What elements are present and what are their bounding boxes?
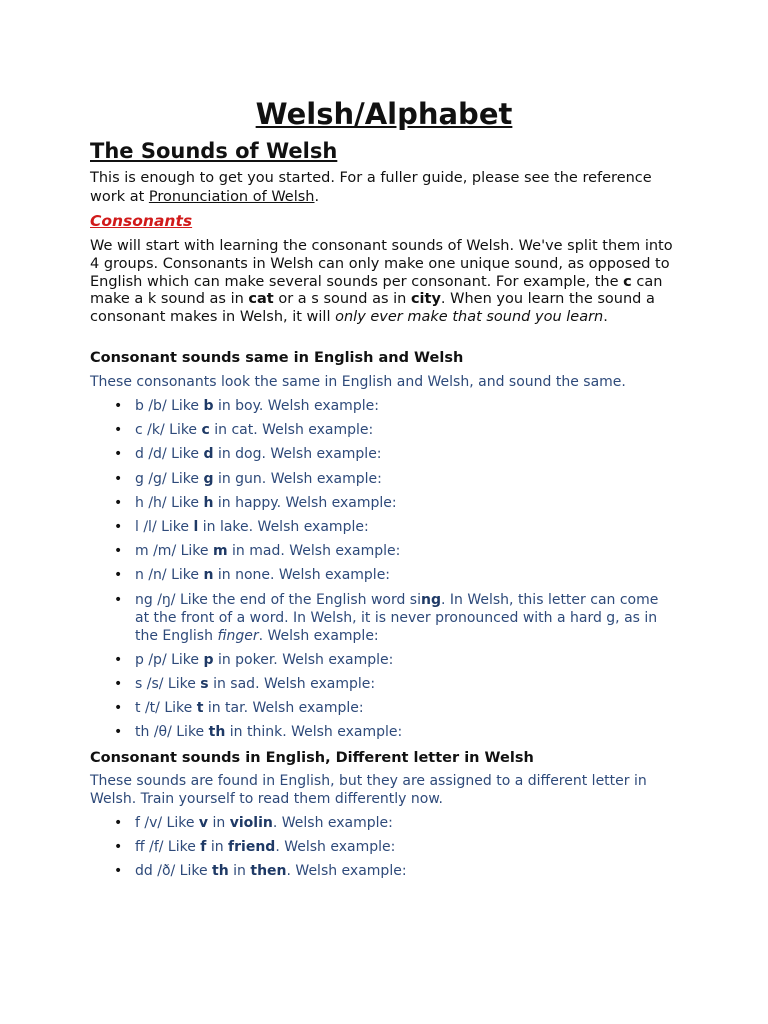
group1-list [114,397,674,747]
list-item [114,518,674,536]
bullet-icon: • [114,815,123,831]
list-item [114,723,674,741]
list-item [114,421,674,439]
item-letter: s [200,675,209,692]
list-item [114,566,674,584]
paragraph-text: . When you learn the sound a consonant makes in Welsh, it will [90,291,655,326]
bullet-icon: • [114,591,123,608]
bullet-icon: • [114,518,123,535]
item-text: . In Welsh, this letter can come at the front of a word. In Welsh, it is never pronounced with a hard g, as in the English [135,591,659,644]
item-letter: h [203,494,214,511]
intro-text-end: . [314,189,320,205]
list-item [114,838,674,856]
pronunciation-link[interactable]: Pronunciation of Welsh [148,189,315,205]
item-letter: c [201,422,210,439]
item-letter: d [203,446,214,463]
item-letter: p [203,651,214,668]
item-text: t /t/ Like [135,700,197,717]
bullet-icon: • [114,651,123,668]
item-text: in [208,815,230,831]
item-text: in cat. Welsh example: [209,422,374,439]
bullet-icon: • [114,446,123,463]
item-text: s /s/ Like [135,675,201,692]
section-heading: The Sounds of Welsh [90,139,338,163]
group2-list [114,814,674,887]
list-item [114,542,674,560]
bullet-icon: • [114,422,123,439]
item-letter: m [212,543,228,560]
item-letter: v [198,815,209,831]
bullet-icon: • [114,494,123,511]
list-item [114,699,674,717]
bullet-icon: • [114,839,123,856]
item-text: in [228,863,251,880]
item-text: in think. Welsh example: [225,724,403,741]
list-item [114,675,674,693]
item-text: in lake. Welsh example: [198,518,369,535]
item-text: in none. Welsh example: [213,567,391,584]
bullet-icon: • [114,724,123,741]
item-text: f /v/ Like [135,815,199,831]
paragraph-text: We will start with learning the consonant sounds of Welsh. We've split them into 4 groups. Consonants in Welsh can only make one unique sound, as opposed to English which can make several sounds per consonant. For example, the [90,238,673,290]
item-letter: t [196,700,204,717]
paragraph-text: . [603,309,608,326]
list-item [114,814,674,832]
bold-term: cat [248,291,274,308]
bold-term: c [623,273,632,290]
italic-phrase: only ever make that sound you learn [335,309,604,326]
bullet-icon: • [114,675,123,692]
item-text: . Welsh example: [275,839,396,856]
item-text: h /h/ Like [135,494,204,511]
item-text: m /m/ Like [135,543,213,560]
list-item [114,494,674,512]
bullet-icon: • [114,398,123,414]
item-text: c /k/ Like [135,422,202,439]
item-text: b /b/ Like [135,398,204,414]
bullet-icon: • [114,863,123,880]
consonants-paragraph [90,238,680,327]
item-text: l /l/ Like [135,518,194,535]
bullet-icon: • [114,470,123,487]
list-item [114,862,674,880]
item-text: n /n/ Like [135,567,204,584]
item-letter: th [208,724,226,741]
paragraph-text: can make a k sound as in [90,273,663,308]
item-text: th /θ/ Like [135,724,209,741]
item-text: in boy. Welsh example: [213,398,379,414]
item-text: in sad. Welsh example: [208,675,376,692]
bold-term: city [410,291,441,308]
item-text: in poker. Welsh example: [213,651,394,668]
item-text: g /g/ Like [135,470,204,487]
consonants-heading: Consonants [90,212,193,230]
item-text: ng /ŋ/ Like the end of the English word si [135,591,421,608]
item-text: in dog. Welsh example: [213,446,382,463]
group1-heading: Consonant sounds same in English and Welsh [90,350,464,366]
item-italic: finger [217,627,259,644]
list-item-ng [114,591,674,645]
bullet-icon: • [114,543,123,560]
item-text: in tar. Welsh example: [203,700,364,717]
item-text: . Welsh example: [258,627,379,644]
item-text: . Welsh example: [286,863,407,880]
bullet-icon: • [114,567,123,584]
item-text: p /p/ Like [135,651,204,668]
item-letter: g [203,470,214,487]
item-letter: b [203,398,214,414]
list-item [114,397,674,415]
list-item [114,445,674,463]
item-word: then [250,863,287,880]
group2-heading: Consonant sounds in English, Different letter in Welsh [90,750,534,766]
item-letter: l [193,518,199,535]
item-word: violin [229,815,273,831]
item-text: . Welsh example: [272,815,393,831]
item-letter: f [200,839,207,856]
item-letter: n [203,567,214,584]
bullet-icon: • [114,700,123,717]
intro-text: This is enough to get you started. For a fuller guide, please see the reference work at [90,170,652,205]
item-letter: ng [421,591,441,608]
item-letter: th [212,863,229,880]
item-text: d /d/ Like [135,446,204,463]
item-word: friend [228,839,276,856]
paragraph-text: or a s sound as in [273,291,411,308]
group1-note: These consonants look the same in English and Welsh, and sound the same. [90,374,626,390]
item-text: ff /f/ Like [135,839,201,856]
group2-note: These sounds are found in English, but they are assigned to a different letter in Welsh. Train yourself to read them differently now. [90,773,647,807]
item-text: dd /ð/ Like [135,863,213,880]
item-text: in gun. Welsh example: [213,470,382,487]
page-title: Welsh/Alphabet [255,97,513,131]
intro-paragraph [90,169,690,207]
item-text: in [206,839,229,856]
list-item [114,470,674,488]
item-text: in mad. Welsh example: [227,543,401,560]
item-text: in happy. Welsh example: [213,494,397,511]
list-item [114,651,674,669]
